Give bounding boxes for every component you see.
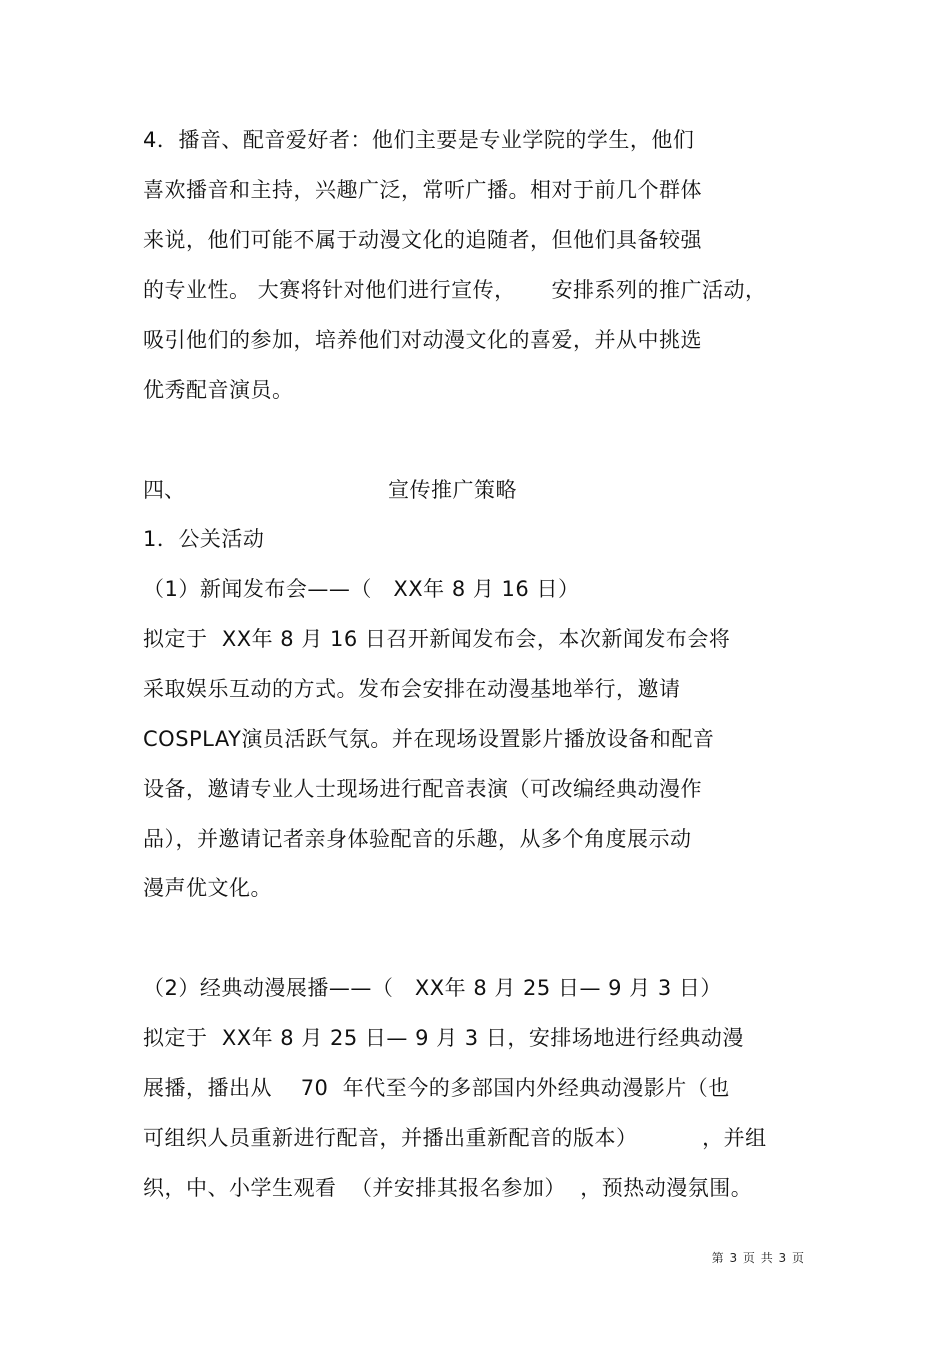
section-title: 宣传推广策略 [388,478,517,502]
paragraph-line: 可组织人员重新进行配音，并播出重新配音的版本） ，并组 [143,1126,767,1150]
paragraph-line: 优秀配音演员。 [143,378,294,402]
subsection-title: 1．公关活动 [143,527,265,551]
paragraph-line: 品），并邀请记者亲身体验配音的乐趣，从多个角度展示动 [143,827,692,851]
paragraph-line: 织，中、小学生观看 （并安排其报名参加） ，预热动漫氛围。 [143,1176,753,1200]
paragraph-line: 吸引他们的参加，培养他们对动漫文化的喜爱，并从中挑选 [143,328,702,352]
paragraph-line: 的专业性。 大赛将针对他们进行宣传， 安排系列的推广活动， [143,278,767,302]
paragraph-line: 设备，邀请专业人士现场进行配音表演（可改编经典动漫作 [143,777,702,801]
paragraph-line: 采取娱乐互动的方式。发布会安排在动漫基地举行，邀请 [143,677,681,701]
paragraph-line: 喜欢播音和主持，兴趣广泛，常听广播。相对于前几个群体 [143,178,702,202]
paragraph-line: 展播，播出从 70 年代至今的多部国内外经典动漫影片（也 [143,1076,730,1100]
item-title: （2）经典动漫展播——（ XX年 8 月 25 日— 9 月 3 日） [143,976,722,1000]
page-number: 第 3 页 共 3 页 [711,1251,805,1265]
paragraph-line: 拟定于 XX年 8 月 16 日召开新闻发布会，本次新闻发布会将 [143,627,731,651]
item-title: （1）新闻发布会——（ XX年 8 月 16 日） [143,577,580,601]
paragraph-line: 来说，他们可能不属于动漫文化的追随者，但他们具备较强 [143,228,702,252]
section-number: 四、 [143,478,185,502]
paragraph-line: COSPLAY演员活跃气氛。并在现场设置影片播放设备和配音 [143,727,715,751]
paragraph-line: 拟定于 XX年 8 月 25 日— 9 月 3 日，安排场地进行经典动漫 [143,1026,744,1050]
paragraph-line: 漫声优文化。 [143,876,272,900]
paragraph-line: 4．播音、配音爱好者：他们主要是专业学院的学生，他们 [143,128,695,152]
